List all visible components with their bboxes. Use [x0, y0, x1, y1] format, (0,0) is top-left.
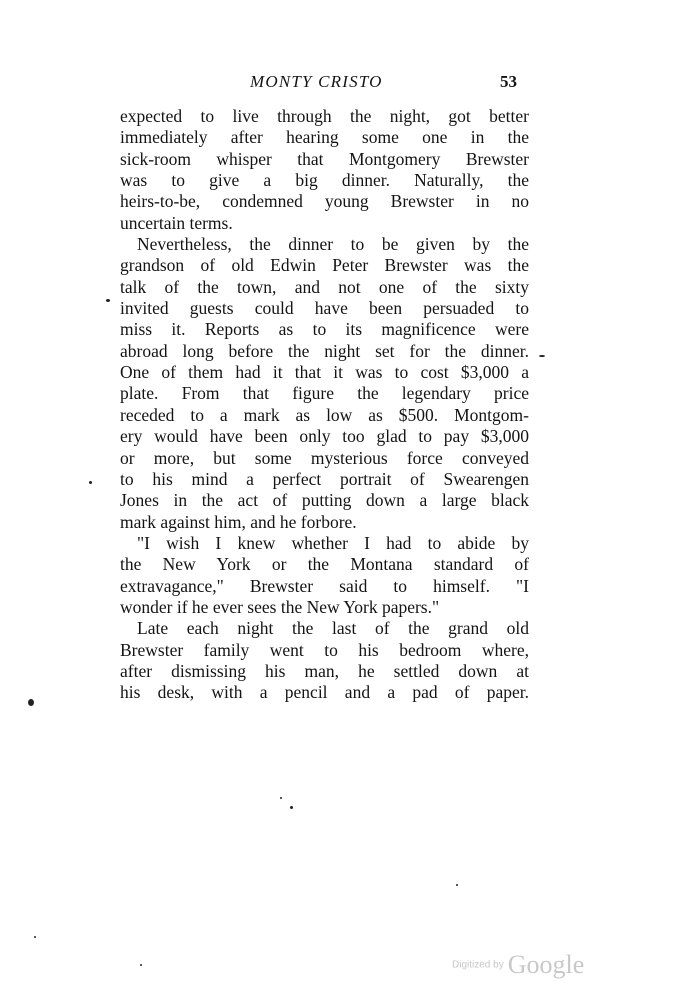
scan-speck	[456, 884, 458, 886]
scan-speck	[28, 699, 34, 706]
text-line: receded to a mark as low as $500. Montgom-	[120, 404, 529, 425]
scan-speck	[34, 936, 36, 938]
text-line: ery would have been only too glad to pay $3,000	[120, 426, 529, 447]
digitized-watermark	[452, 950, 584, 980]
scan-speck	[106, 299, 110, 302]
text-line: mark against him, and he forbore.	[120, 511, 357, 532]
text-line: plate. From that figure the legendary price	[120, 383, 529, 404]
google-logo: Google	[507, 950, 585, 979]
text-line: One of them had it that it was to cost $3,000 a	[120, 362, 529, 383]
text-line: "I wish I knew whether I had to abide by	[137, 532, 529, 553]
body-text	[120, 106, 529, 704]
watermark-prefix: Digitized by	[452, 959, 504, 971]
scan-speck	[280, 797, 282, 799]
text-line: sick-room whisper that Montgomery Brewster	[120, 148, 529, 169]
text-line: was to give a big dinner. Naturally, the	[120, 170, 529, 191]
text-line: after dismissing his man, he settled down at	[120, 660, 529, 681]
text-line: the New York or the Montana standard of	[120, 554, 529, 575]
text-line: extravagance," Brewster said to himself. "I	[120, 575, 529, 596]
scan-speck	[140, 964, 142, 966]
text-line: heirs-to-be, condemned young Brewster in no	[120, 191, 529, 212]
text-line: expected to live through the night, got better	[120, 106, 529, 126]
text-line: talk of the town, and not one of the sixty	[120, 276, 529, 297]
text-line: grandson of old Edwin Peter Brewster was the	[120, 255, 529, 276]
text-line: Brewster family went to his bedroom where,	[120, 639, 529, 660]
text-line: invited guests could have been persuaded to	[120, 298, 529, 319]
scan-speck	[89, 481, 92, 484]
page-number: 53	[500, 72, 517, 91]
text-line: abroad long before the night set for the dinner.	[120, 340, 529, 361]
running-head	[0, 72, 683, 96]
text-line: to his mind a perfect portrait of Swearengen	[120, 468, 529, 489]
scan-speck	[290, 806, 293, 809]
text-line: Nevertheless, the dinner to be given by the	[137, 234, 529, 255]
text-line: miss it. Reports as to its magnificence were	[120, 319, 529, 340]
text-line: wonder if he ever sees the New York papers."	[120, 596, 440, 617]
running-title: MONTY CRISTO	[250, 72, 383, 91]
text-line: Jones in the act of putting down a large black	[120, 490, 529, 511]
text-line: Late each night the last of the grand old	[137, 618, 529, 639]
text-line: uncertain terms.	[120, 212, 233, 233]
text-line: or more, but some mysterious force conveyed	[120, 447, 529, 468]
scan-speck	[539, 355, 545, 357]
text-line: immediately after hearing some one in the	[120, 127, 529, 148]
text-line: his desk, with a pencil and a pad of paper.	[120, 682, 529, 703]
